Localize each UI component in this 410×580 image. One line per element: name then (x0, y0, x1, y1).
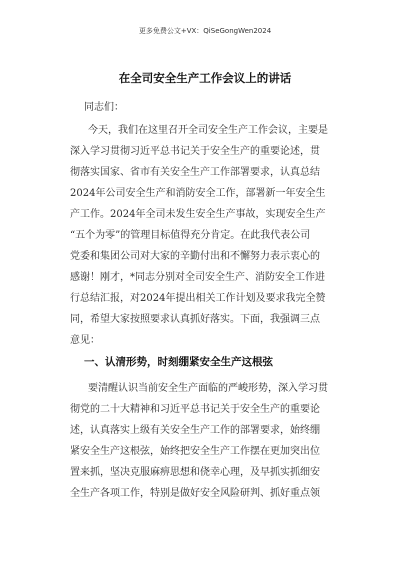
document-title: 在全司安全生产工作会议上的讲话 (118, 71, 292, 85)
paragraph-line: 述，认真落实上级有关安全生产工作的部署要求，始终绷 (70, 425, 320, 436)
paragraph-line: 2024年公司安全生产和消防安全工作，部署新一年安全生 (70, 188, 326, 199)
paragraph-line: 彻落实国家、省市有关安全生产工作部署要求，认真总结 (70, 167, 320, 178)
paragraph-line: 彻党的二十大精神和习近平总书记关于安全生产的重要论 (70, 404, 320, 415)
paragraph-1 (70, 120, 340, 351)
paragraph-line: 紧安全生产这根弦，始终把安全生产工作摆在更加突出位 (70, 446, 320, 457)
paragraph-line: 要清醒认识当前安全生产面临的严峻形势，深入学习贯 (88, 383, 328, 394)
header-note: 更多免费公文+VX：QiSeGongWen2024 (138, 27, 272, 35)
paragraph-line: 感谢！刚才，*同志分别对全司安全生产、消防安全工作进 (70, 272, 325, 283)
paragraph-line: 同，希望大家按照要求认真抓好落实。下面，我强调三点 (70, 314, 320, 325)
greeting: 同志们： (84, 102, 124, 113)
paragraph-line: 意见： (70, 335, 100, 346)
section-heading-1: 一、认清形势，时刻绷紧安全生产这根弦 (84, 356, 273, 368)
paragraph-line: 产工作。2024年全司未发生安全生产事故，实现安全生产 (70, 209, 326, 220)
paragraph-line: 党委和集团公司对大家的辛勤付出和不懈努力表示衷心的 (70, 251, 320, 262)
paragraph-line: 今天，我们在这里召开全司安全生产工作会议，主要是 (88, 125, 328, 136)
paragraph-line: 行总结汇报，对2024年提出相关工作计划及要求我完全赞 (70, 293, 326, 304)
paragraph-2 (70, 378, 340, 504)
paragraph-line: 深入学习贯彻习近平总书记关于安全生产的重要论述，贯 (70, 146, 320, 157)
paragraph-line: 置来抓，坚决克服麻痹思想和侥幸心理，及早抓实抓细安 (70, 467, 320, 478)
paragraph-line: “五个为零”的管理目标值得充分肯定。在此我代表公司 (70, 230, 311, 241)
paragraph-line: 全生产各项工作，特别是做好安全风险研判、抓好重点领 (70, 488, 320, 499)
